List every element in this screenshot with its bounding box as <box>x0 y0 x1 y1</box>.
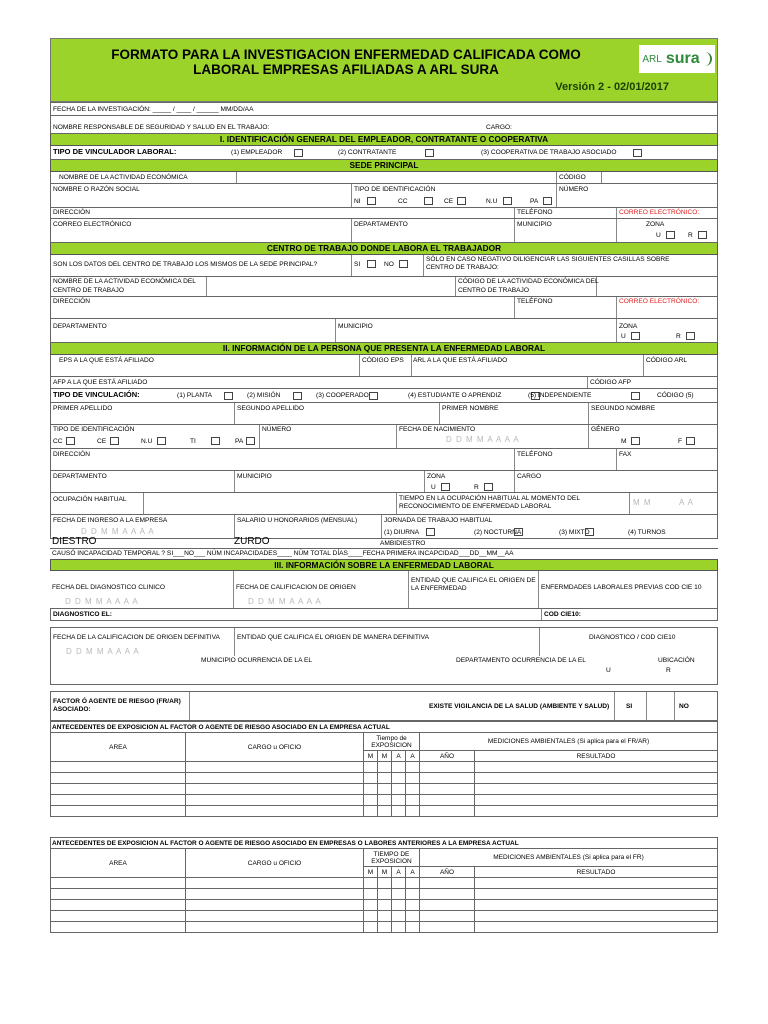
version-label: Versión 2 - 02/01/2017 <box>555 81 669 93</box>
persona-pa-checkbox[interactable] <box>246 437 255 445</box>
tipo-vinculador-row: TIPO DE VINCULADOR LABORAL: (1) EMPLEADOR (2) CONTRATANTE (3) COOPERATIVA DE TRABAJO ASOCIADO <box>50 146 718 160</box>
persona-direccion-row: DIRECCIÓN TELÉFONO FAX <box>50 449 718 471</box>
ocupacion-row: OCUPACIÓN HABITUAL TIEMPO EN LA OCUPACIÓN HABITUAL AL MOMENTO DEL RECONOCIMIENTO DE ENFERMEDAD LABORAL M M A A <box>50 493 718 515</box>
persona-ti-checkbox[interactable] <box>211 437 220 445</box>
table-row <box>51 889 718 900</box>
table-row <box>51 784 718 795</box>
identificacion-row: TIPO DE IDENTIFICACIÓN NÚMERO FECHA DE NACIMIENTO GÉNERO CC CE N.U TI PA D D M M A A A A M F <box>50 425 718 449</box>
diagnostico-row: DIAGNOSTICO EL: COD CIE10: <box>50 609 718 621</box>
pa-checkbox[interactable] <box>543 197 552 205</box>
sede-correo-row: CORREO ELECTRÓNICO DEPARTAMENTO MUNICIPIO ZONA U R <box>50 219 718 243</box>
fecha-row: FECHA DE LA INVESTIGACIÓN: _____ / ____ / ______ MM/DD/AA <box>50 102 718 116</box>
centro-depto-row: DEPARTAMENTO MUNICIPIO ZONA U R <box>50 319 718 343</box>
persona-nu-checkbox[interactable] <box>157 437 166 445</box>
exposicion-anterior-table: ANTECEDENTES DE EXPOSICION AL FACTOR O AGENTE DE RIESGO ASOCIADO EN EMPRESAS O LABORES ANTERIORES A LA EMPRESA ACTUAL AREA CARGO u OFICIO TIEMPO DE EXPOSICION MEDICIONES AMBIENTALES (Si aplica para el FR) M M A A AÑO RESULTADO <box>50 837 718 933</box>
mixto-checkbox[interactable] <box>585 528 594 536</box>
ce-checkbox[interactable] <box>457 197 466 205</box>
form-header <box>50 38 718 102</box>
incapacidad-row: CAUSÓ INCAPACIDAD TEMPORAL ? SI___NO___ NÚM INCAPACIDADES____ NÚM TOTAL DÍAS____FECHA PRIMERA INCAPCIDAD___DD__MM__AA <box>50 549 718 559</box>
form-title: FORMATO PARA LA INVESTIGACION ENFERMEDAD CALIFICADA COMO LABORAL EMPRESAS AFILIADAS A ARL SURA <box>111 47 581 77</box>
independiente-checkbox[interactable] <box>631 392 640 400</box>
persona-zona-r-checkbox[interactable] <box>484 483 493 491</box>
section-3-title: III. INFORMACIÓN SOBRE LA ENFERMEDAD LABORAL <box>50 559 718 571</box>
persona-cc-checkbox[interactable] <box>66 437 75 445</box>
centro-direccion-row: DIRECCIÓN TELÉFONO CORREO ELECTRÓNICO: <box>50 297 718 319</box>
logo-swoosh-icon <box>704 52 712 66</box>
persona-zona-u-checkbox[interactable] <box>441 483 450 491</box>
centro-zona-r-checkbox[interactable] <box>686 332 695 340</box>
sede-zona-u-checkbox[interactable] <box>666 231 675 239</box>
nu-checkbox[interactable] <box>503 197 512 205</box>
exposicion-anterior-title: ANTECEDENTES DE EXPOSICION AL FACTOR O AGENTE DE RIESGO ASOCIADO EN EMPRESAS O LABORES ANTERIORES A LA EMPRESA ACTUAL <box>51 838 718 849</box>
contratante-checkbox[interactable] <box>425 149 434 157</box>
afp-row: AFP A LA QUE ESTÁ AFILIADO CÓDIGO AFP <box>50 377 718 389</box>
eps-arl-row: EPS A LA QUE ESTÁ AFILIADO CÓDIGO EPS ARL A LA QUE ESTÁ AFILIADO CÓDIGO ARL <box>50 355 718 377</box>
centro-title: CENTRO DE TRABAJO DONDE LABORA EL TRABAJADOR <box>50 243 718 255</box>
ni-checkbox[interactable] <box>367 197 376 205</box>
centro-no-checkbox[interactable] <box>399 260 408 268</box>
centro-actividad-row: NOMBRE DE LA ACTIVIDAD ECONÓMICA DEL CENTRO DE TRABAJO CÓDIGO DE LA ACTIVIDAD ECONÓMICA DEL CENTRO DE TRABAJO <box>50 277 718 297</box>
cargo-field[interactable]: CARGO: <box>486 124 513 131</box>
cooperado-checkbox[interactable] <box>369 392 378 400</box>
table-row <box>51 795 718 806</box>
table-row <box>51 911 718 922</box>
persona-ce-checkbox[interactable] <box>110 437 119 445</box>
cc-checkbox[interactable] <box>424 197 433 205</box>
nocturna-checkbox[interactable] <box>514 528 523 536</box>
centro-si-checkbox[interactable] <box>367 260 376 268</box>
nombres-row: PRIMER APELLIDO SEGUNDO APELLIDO PRIMER NOMBRE SEGUNDO NOMBRE <box>50 403 718 425</box>
sede-zona-r-checkbox[interactable] <box>698 231 707 239</box>
centro-zona-u-checkbox[interactable] <box>631 332 640 340</box>
sede-actividad-row: NOMBRE DE LA ACTIVIDAD ECONÓMICA CÓDIGO <box>50 172 718 184</box>
planta-checkbox[interactable] <box>224 392 233 400</box>
responsable-field[interactable]: NOMBRE RESPONSABLE DE SEGURIDAD Y SALUD EN EL TRABAJO: <box>53 124 270 131</box>
lateralidad-row: DIESTRO ZURDO AMBIDIESTRO <box>50 539 718 549</box>
centro-pregunta-row: SON LOS DATOS DEL CENTRO DE TRABAJO LOS MISMOS DE LA SEDE PRINCIPAL? SI NO SÓLO EN CASO NEGATIVO DILIGENCIAR LAS SIGUIENTES CASILLAS SOBRE CENTRO DE TRABAJO: <box>50 255 718 277</box>
exposicion-actual-title: ANTECEDENTES DE EXPOSICION AL FACTOR O AGENTE DE RIESGO ASOCIADO EN LA EMPRESA ACTUAL <box>51 722 718 733</box>
table-row <box>51 762 718 773</box>
empleador-checkbox[interactable] <box>294 149 303 157</box>
genero-f-checkbox[interactable] <box>686 437 695 445</box>
persona-depto-row: DEPARTAMENTO MUNICIPIO ZONA CARGO U R <box>50 471 718 493</box>
section-2-title: II. INFORMACIÓN DE LA PERSONA QUE PRESENTA LA ENFERMEDAD LABORAL <box>50 343 718 355</box>
diurna-checkbox[interactable] <box>426 528 435 536</box>
table-row <box>51 773 718 784</box>
table-row <box>51 922 718 933</box>
calificacion-definitiva-row: FECHA DE LA CALIFICACION DE ORIGEN DEFINITIVA ENTIDAD QUE CALIFICA EL ORIGEN DE MANERA DEFINITIVA DIAGNOSTICO / COD CIE10 D D M M A A A A MUNICIPIO OCURRENCIA DE LA EL DEPARTAMENTO OCURRENCIA DE LA EL UBICACIÓN U R <box>50 627 718 685</box>
cooperativa-checkbox[interactable] <box>633 149 642 157</box>
sede-title: SEDE PRINCIPAL <box>50 160 718 172</box>
responsable-row <box>50 116 718 134</box>
mision-checkbox[interactable] <box>293 392 302 400</box>
sede-razon-row: NOMBRE O RAZÓN SOCIAL TIPO DE IDENTIFICACIÓN NÚMERO NI CC CE N.U PA <box>50 184 718 208</box>
diagnostico-fechas-row: FECHA DEL DIAGNOSTICO CLINICO FECHA DE CALIFICACION DE ORIGEN ENTIDAD QUE CALIFICA EL ORIGEN DE LA ENFERMEDAD ENFERMDADES LABORALES PREVIAS COD CIE 10 D D M M A A A A D D M M A A A A <box>50 571 718 609</box>
table-row <box>51 806 718 817</box>
factor-riesgo-row: FACTOR Ó AGENTE DE RIESGO (FR/AR) ASOCIADO: EXISTE VIGILANCIA DE LA SALUD (AMBIENTE Y SALUD) SI NO <box>50 691 718 721</box>
sede-direccion-row: DIRECCIÓN TELÉFONO CORREO ELECTRÓNICO: <box>50 208 718 219</box>
exposicion-actual-table: ANTECEDENTES DE EXPOSICION AL FACTOR O AGENTE DE RIESGO ASOCIADO EN LA EMPRESA ACTUAL AREA CARGO u OFICIO Tiempo de EXPOSICION MEDICIONES AMBIENTALES (Si aplica para el FR/AR) M M A A AÑO RESULTADO <box>50 721 718 817</box>
genero-m-checkbox[interactable] <box>631 437 640 445</box>
form-page <box>50 38 718 933</box>
table-row <box>51 900 718 911</box>
table-row <box>51 878 718 889</box>
ingreso-row: FECHA DE INGRESO A LA EMPRESA SALARIO U HONORARIOS (MENSUAL) JORNADA DE TRABAJO HABITUAL D D M M A A A A (1) DIURNA (2) NOCTURNA (3) MIXTO (4) TURNOS <box>50 515 718 539</box>
section-1-title: I. IDENTIFICACIÓN GENERAL DEL EMPLEADOR, CONTRATANTE O COOPERATIVA <box>50 134 718 146</box>
arl-sura-logo: ARL sura <box>639 45 715 73</box>
tipo-vinculacion-row: TIPO DE VINCULACIÓN: (1) PLANTA (2) MISIÓN (3) COOPERADO (4) ESTUDIANTE O APRENDIZ (5) INDEPENDIENTE CÓDIGO (5) <box>50 389 718 403</box>
